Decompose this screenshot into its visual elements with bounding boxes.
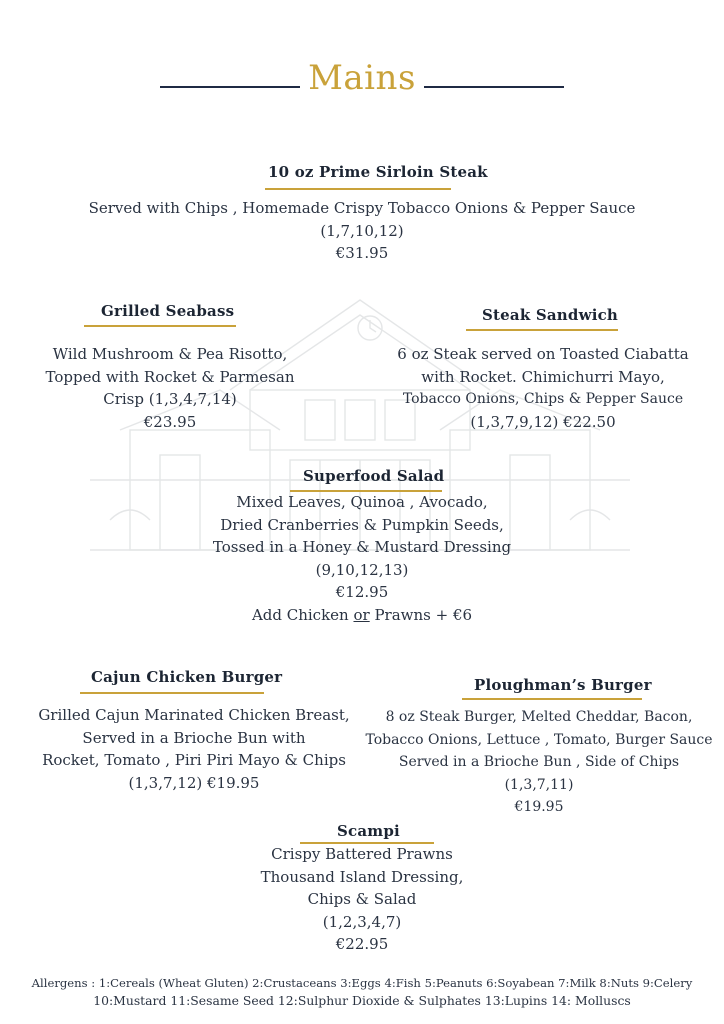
- sirloin-heading: 10 oz Prime Sirloin Steak: [268, 163, 488, 181]
- steak-sandwich-line-2: with Rocket. Chimichurri Mayo,: [421, 367, 665, 386]
- superfood-description: [162, 491, 562, 627]
- scampi-price: €22.95: [335, 935, 389, 954]
- cajun-description: [24, 704, 364, 794]
- sirloin-description: [62, 197, 662, 265]
- steak-sandwich-heading: Steak Sandwich: [482, 306, 619, 324]
- sirloin-price: €31.95: [335, 244, 389, 263]
- scampi-heading: Scampi: [337, 822, 400, 840]
- seabass-line-2: Topped with Rocket & Parmesan: [45, 367, 295, 386]
- title-right-rule: [424, 86, 564, 88]
- page-title: Mains: [308, 58, 416, 98]
- seabass-price: €23.95: [143, 412, 197, 431]
- allergen-key-line-2: 10:Mustard 11:Sesame Seed 12:Sulphur Dioxide & Sulphates 13:Lupins 14: Molluscs: [93, 993, 631, 1008]
- ploughman-heading: Ploughman’s Burger: [474, 676, 652, 694]
- seabass-heading: Grilled Seabass: [101, 302, 235, 320]
- steak-sandwich-rule: [466, 329, 618, 331]
- superfood-line-2: Dried Cranberries & Pumpkin Seeds,: [220, 515, 504, 534]
- superfood-line-3: Tossed in a Honey & Mustard Dressing: [212, 538, 512, 557]
- superfood-line-1: Mixed Leaves, Quinoa , Avocado,: [236, 493, 488, 511]
- superfood-allergens: (9,10,12,13): [315, 560, 409, 579]
- sirloin-rule: [265, 188, 451, 190]
- seabass-description: [30, 343, 310, 433]
- steak-sandwich-description: [382, 343, 704, 433]
- scampi-description: [212, 843, 512, 956]
- sirloin-line-1: Served with Chips , Homemade Crispy Tobacco Onions & Pepper Sauce: [88, 199, 636, 217]
- superfood-addon-or: or: [353, 605, 370, 624]
- superfood-price: €12.95: [335, 583, 389, 602]
- allergen-key-line-1: Allergens : 1:Cereals (Wheat Gluten) 2:Crustaceans 3:Eggs 4:Fish 5:Peanuts 6:Soyabean 7:Milk 8:Nuts 9:Celery: [31, 976, 693, 990]
- scampi-line-3: Chips & Salad: [307, 890, 417, 909]
- cajun-line-1: Grilled Cajun Marinated Chicken Breast,: [38, 706, 350, 724]
- seabass-line-3: Crisp (1,3,4,7,14): [103, 390, 237, 409]
- steak-sandwich-line-3: Tobacco Onions, Chips & Pepper Sauce: [402, 391, 684, 408]
- superfood-addon-prefix: Add Chicken: [251, 605, 354, 624]
- ploughman-allergens: (1,3,7,11): [504, 776, 574, 793]
- superfood-heading: Superfood Salad: [303, 467, 445, 485]
- ploughman-rule: [462, 698, 642, 700]
- ploughman-line-3: Served in a Brioche Bun , Side of Chips: [398, 754, 680, 771]
- steak-sandwich-price: (1,3,7,9,12) €22.50: [470, 412, 616, 431]
- steak-sandwich-line-1: 6 oz Steak served on Toasted Ciabatta: [397, 345, 689, 363]
- scampi-line-2: Thousand Island Dressing,: [260, 867, 464, 886]
- ploughman-price: €19.95: [514, 799, 564, 816]
- cajun-price: (1,3,7,12) €19.95: [128, 773, 260, 792]
- scampi-line-1: Crispy Battered Prawns: [271, 845, 453, 863]
- cajun-heading: Cajun Chicken Burger: [91, 668, 283, 686]
- ploughman-line-2: Tobacco Onions, Lettuce , Tomato, Burger Sauce: [365, 731, 713, 748]
- ploughman-description: [360, 706, 718, 819]
- superfood-addon: [162, 604, 562, 627]
- ploughman-line-1: 8 oz Steak Burger, Melted Cheddar, Bacon,: [385, 709, 693, 725]
- cajun-line-3: Rocket, Tomato , Piri Piri Mayo & Chips: [42, 751, 346, 770]
- sirloin-allergens: (1,7,10,12): [320, 221, 404, 240]
- cajun-line-2: Served in a Brioche Bun with: [82, 728, 306, 747]
- seabass-rule: [84, 325, 236, 327]
- cajun-rule: [80, 692, 264, 694]
- scampi-allergens: (1,2,3,4,7): [322, 912, 402, 931]
- allergen-key: [0, 974, 724, 1010]
- seabass-line-1: Wild Mushroom & Pea Risotto,: [52, 345, 288, 363]
- superfood-addon-suffix: Prawns + €6: [369, 605, 473, 624]
